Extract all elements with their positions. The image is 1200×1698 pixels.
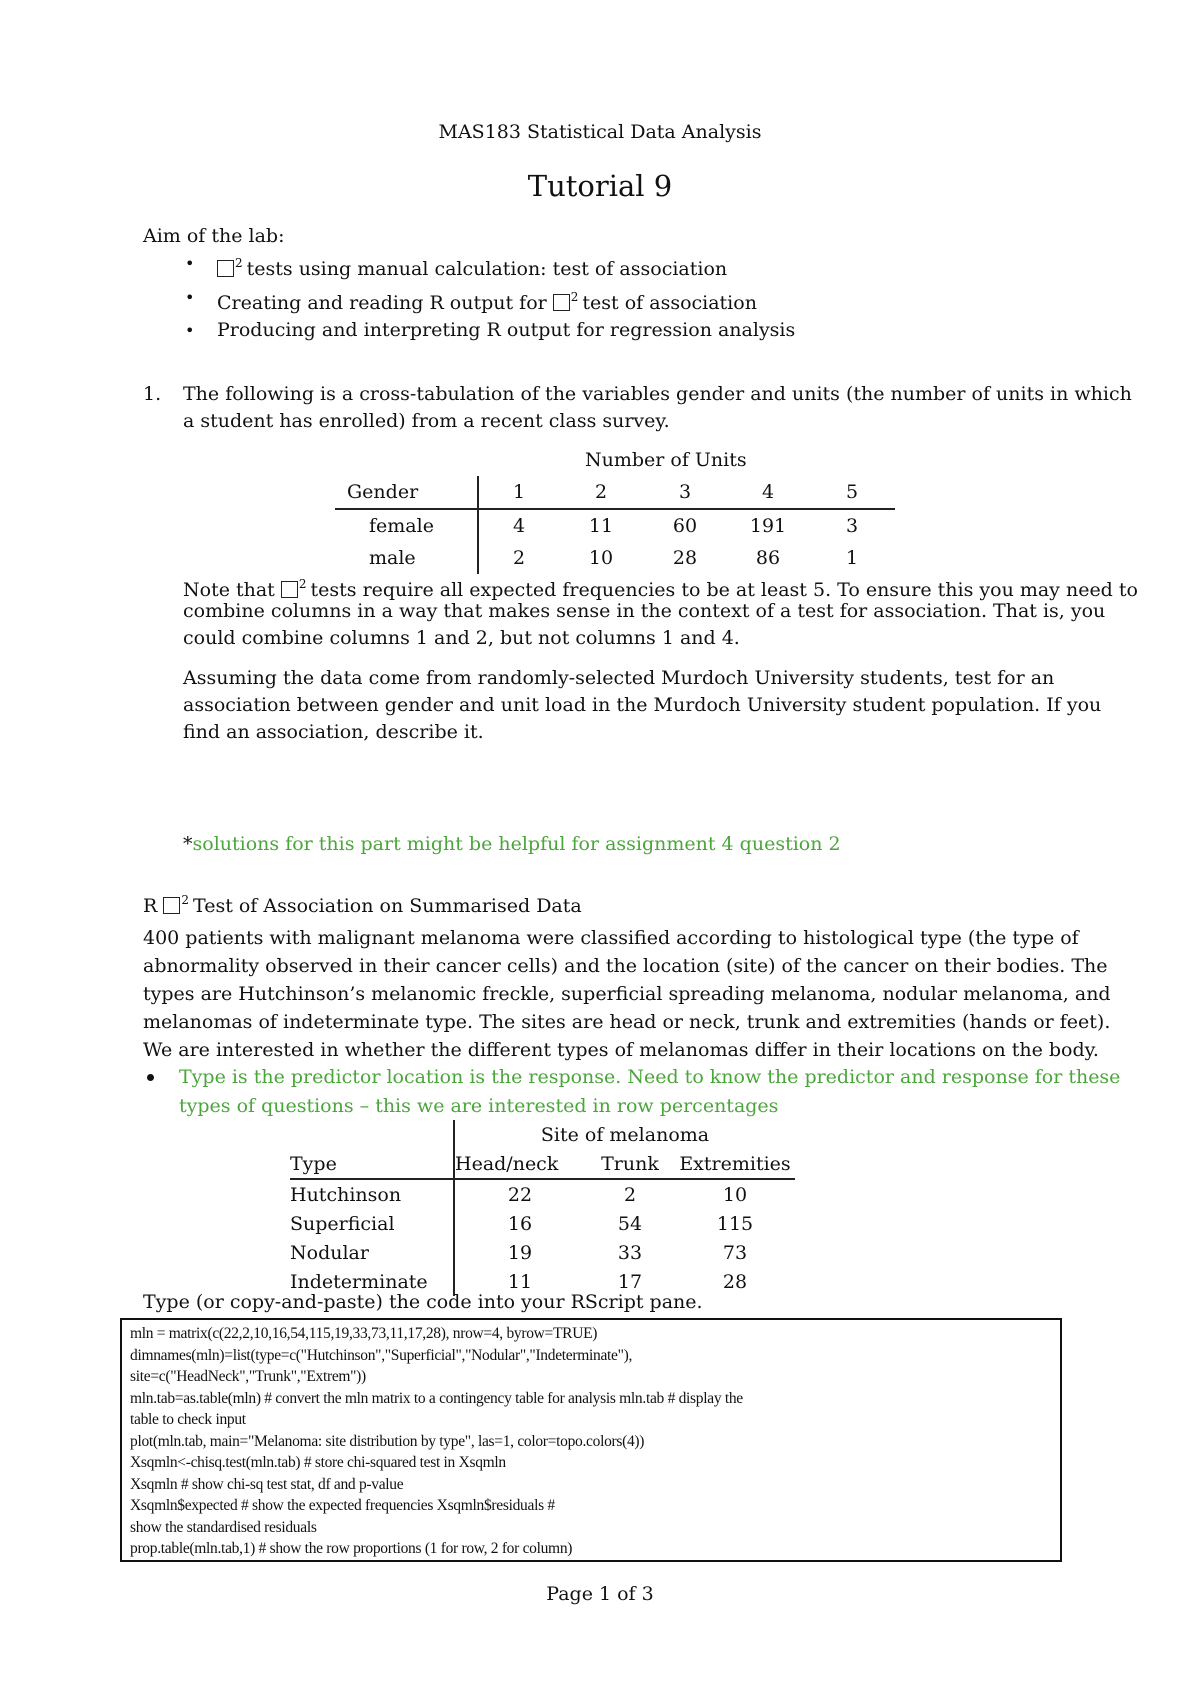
- assume-line-3: find an association, describe it.: [183, 721, 484, 743]
- table-header-cell: 1: [512, 481, 526, 503]
- table-cell: female: [335, 509, 478, 542]
- table-header-cell: 4: [761, 481, 775, 503]
- table-cell: 11: [507, 1270, 533, 1293]
- table-cell: 28: [722, 1270, 748, 1293]
- table-cell: 86: [755, 547, 781, 569]
- table-cell: 10: [722, 1183, 748, 1206]
- table-cell: male: [335, 542, 478, 574]
- table-header-cell: 2: [594, 481, 608, 503]
- solutions-hint: *solutions for this part might be helpful for assignment 4 question 2: [183, 833, 841, 855]
- code-line: site=c("HeadNeck","Trunk","Extrem")): [130, 1368, 366, 1385]
- table-cell: Nodular: [290, 1238, 454, 1267]
- table-row: [290, 1238, 795, 1267]
- melanoma-para-line-3: types are Hutchinson’s melanomic freckle, superficial spreading melanoma, nodular melanoma, and: [143, 983, 1111, 1005]
- annotation-line-1: Type is the predictor location is the response. Need to know the predictor and response for these: [179, 1066, 1121, 1088]
- table-cell: 191: [727, 509, 809, 542]
- table-header-cell: Extremities: [675, 1149, 795, 1179]
- table-cell: [290, 1120, 454, 1149]
- table-cell: 11: [559, 509, 643, 542]
- table-cell: Indeterminate: [290, 1267, 454, 1296]
- code-line: prop.table(mln.tab,1) # show the row proportions (1 for row, 2 for column): [130, 1540, 573, 1557]
- table-cell: 115: [716, 1212, 754, 1235]
- code-line: plot(mln.tab, main="Melanoma: site distribution by type", las=1, color=topo.colors(4)): [130, 1432, 645, 1450]
- table-header-cell: Type: [290, 1149, 454, 1179]
- table-row: [335, 509, 895, 542]
- note-line-3: could combine columns 1 and 2, but not columns 1 and 4.: [183, 627, 740, 649]
- code-line: Xsqmln<-chisq.test(mln.tab) # store chi-squared test in Xsqmln: [130, 1454, 506, 1471]
- table-cell: 2: [512, 547, 526, 569]
- table-group-header: Site of melanoma: [540, 1123, 710, 1146]
- table-cell: 1: [845, 547, 859, 569]
- table-cell: 54: [617, 1212, 643, 1235]
- aim-item-3: Producing and interpreting R output for regression analysis: [217, 319, 796, 341]
- code-line: show the standardised residuals: [130, 1518, 317, 1536]
- table-row: [290, 1209, 795, 1238]
- table-row: [290, 1179, 795, 1209]
- melanoma-para-line-4: melanomas of indeterminate type. The sites are head or neck, trunk and extremities (hands or feet).: [143, 1011, 1111, 1033]
- code-line: dimnames(mln)=list(type=c("Hutchinson","Superficial","Nodular","Indeterminate"),: [130, 1346, 633, 1364]
- table-row: [335, 476, 895, 509]
- melanoma-table-wrap: [290, 1120, 795, 1296]
- aims-heading: Aim of the lab:: [143, 225, 285, 247]
- units-table: [335, 476, 895, 574]
- note-line-2: combine columns in a way that makes sense in the context of a test for association. That is, you: [183, 600, 1106, 622]
- melanoma-para-line-2: abnormality observed in their cancer cells) and the location (site) of the cancer on their bodies. The: [143, 955, 1108, 977]
- melanoma-para-line-1: 400 patients with malignant melanoma were classified according to histological type (the type of: [143, 927, 1079, 949]
- section-heading: R $^2$ Test of Association on Summarised Data: [143, 893, 582, 917]
- bullet-dot: [147, 1074, 154, 1081]
- table-cell: 17: [617, 1270, 643, 1293]
- chi-symbol-icon: [163, 897, 180, 914]
- table-cell: 2: [623, 1183, 637, 1206]
- chi-symbol-icon: [553, 294, 570, 311]
- table-cell: 22: [507, 1183, 533, 1206]
- aim-item-2: Creating and reading R output for $^2$ test of association: [217, 290, 757, 314]
- question-number: 1.: [143, 383, 162, 405]
- table-cell: 60: [643, 509, 727, 542]
- table-cell: 19: [507, 1241, 533, 1264]
- code-line: mln.tab=as.table(mln) # convert the mln matrix to a contingency table for analysis mln.tab # display the: [130, 1389, 743, 1407]
- code-line: mln = matrix(c(22,2,10,16,54,115,19,33,73,11,17,28), nrow=4, byrow=TRUE): [130, 1325, 598, 1342]
- assume-line-1: Assuming the data come from randomly-selected Murdoch University students, test for an: [183, 667, 1055, 689]
- table-cell: 73: [722, 1241, 748, 1264]
- page-number: Page 1 of 3: [546, 1583, 654, 1605]
- bullet-dot: •: [185, 254, 195, 273]
- bullet-dot: •: [185, 288, 195, 307]
- table-cell: Hutchinson: [290, 1179, 454, 1209]
- code-instruction: Type (or copy-and-paste) the code into your RScript pane.: [143, 1291, 703, 1313]
- table-header-cell: 3: [678, 481, 692, 503]
- bullet-dot: •: [185, 321, 195, 340]
- table-cell: 33: [617, 1241, 643, 1264]
- code-line: Xsqmln$expected # show the expected frequencies Xsqmln$residuals #: [130, 1497, 555, 1514]
- table-header-cell: Head/neck: [454, 1149, 585, 1179]
- code-line: table to check input: [130, 1411, 246, 1428]
- code-line: Xsqmln # show chi-sq test stat, df and p-value: [130, 1475, 404, 1493]
- units-table-wrap: [335, 476, 895, 574]
- question-intro-line-2: a student has enrolled) from a recent class survey.: [183, 410, 670, 432]
- table-cell: 28: [672, 547, 698, 569]
- table-cell: 10: [588, 547, 614, 569]
- table-cell: Superficial: [290, 1209, 454, 1238]
- table-cell: 16: [507, 1212, 533, 1235]
- r-code-block[interactable]: [120, 1318, 1062, 1562]
- table-row: [290, 1120, 795, 1149]
- table-header-cell: Trunk: [585, 1149, 675, 1179]
- melanoma-para-line-5: We are interested in whether the different types of melanomas differ in their locations on the body.: [143, 1039, 1099, 1061]
- question-intro-line-1: The following is a cross-tabulation of the variables gender and units (the number of units in which: [183, 383, 1132, 405]
- chi-symbol-icon: [217, 260, 234, 277]
- table-cell: 4: [478, 509, 559, 542]
- table-header-cell: 5: [845, 481, 859, 503]
- table-header-cell: Gender: [335, 476, 478, 509]
- page-title: Tutorial 9: [527, 169, 673, 203]
- table-cell: 3: [809, 509, 895, 542]
- table-row: [290, 1149, 795, 1179]
- chi-symbol-icon: [281, 581, 298, 598]
- assume-line-2: association between gender and unit load in the Murdoch University student population. If you: [183, 694, 1102, 716]
- annotation-line-2: types of questions – this we are interested in row percentages: [179, 1095, 779, 1117]
- units-group-header: Number of Units: [585, 449, 747, 471]
- melanoma-table: [290, 1120, 795, 1296]
- aim-item-1: $^2$ tests using manual calculation: test of association: [217, 249, 727, 283]
- course-title: MAS183 Statistical Data Analysis: [438, 121, 762, 143]
- note-line-1: Note that $^2$ tests require all expected frequencies to be at least 5. To ensure this you may need to: [183, 577, 1138, 601]
